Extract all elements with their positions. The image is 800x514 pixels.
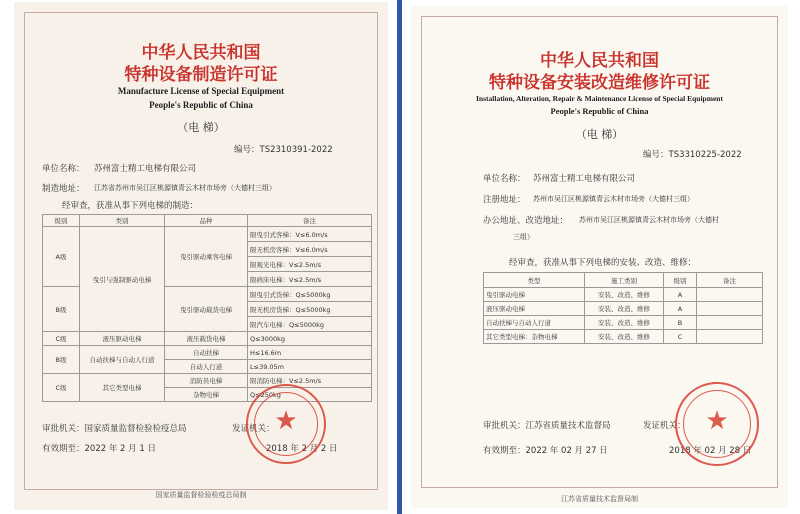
- table-cell: 限无机房客梯：V≤6.0m/s: [248, 242, 372, 257]
- certificate-footer: 江苏省质量技术监督局制: [561, 495, 638, 503]
- table-header: 施工类别: [585, 273, 664, 288]
- table-cell: 限汽车电梯：Q≤5000kg: [248, 317, 372, 332]
- table-cell: 液压驱动电梯: [484, 302, 585, 316]
- office-address-value: 苏州市吴江区桃源镇青云木材市场旁（大德村: [579, 216, 719, 224]
- installation-license-certificate: [411, 6, 788, 508]
- issue-date: 2018 年 02 月 28 日: [669, 446, 752, 456]
- certificate-license-title: 特种设备安装改造维修许可证: [489, 73, 710, 93]
- manufacture-license-certificate: [14, 2, 388, 510]
- table-cell: 其它类型电梯：杂物电梯: [484, 330, 585, 344]
- table-cell: 曳引与强制驱动电梯: [80, 227, 165, 332]
- table-cell: Q≤3000kg: [248, 332, 372, 346]
- unit-name-value: 苏州富士精工电梯有限公司: [94, 164, 197, 174]
- panel-divider: [397, 0, 402, 514]
- table-cell: A: [664, 302, 697, 316]
- certificate-category: （电 梯）: [177, 121, 225, 134]
- table-cell: 自动人行道: [165, 360, 248, 374]
- issuing-authority-label: 发证机关：: [643, 421, 686, 431]
- table-cell: 自动扶梯与自动人行道: [484, 316, 585, 330]
- table-cell: 杂物电梯: [165, 388, 248, 402]
- registered-address-value: 苏州市吴江区桃源镇青云木材市场旁（大德村三组）: [533, 195, 694, 203]
- table-cell: 安装、改造、维修: [585, 330, 664, 344]
- table-cell: 曳引驱动载货电梯: [165, 287, 248, 332]
- approval-authority: 审批机关：国家质量监督检验检疫总局: [42, 424, 187, 434]
- table-cell: [697, 288, 763, 302]
- table-cell: 限观光电梯：V≤2.5m/s: [248, 257, 372, 272]
- table-cell: A级: [43, 227, 80, 287]
- table-cell: 限曳引式货梯：Q≤5000kg: [248, 287, 372, 302]
- issue-date: 2018 年 2 月 2 日: [266, 444, 338, 454]
- registered-address-label: 注册地址：: [483, 195, 526, 205]
- table-cell: B: [664, 316, 697, 330]
- table-cell: C级: [43, 374, 80, 402]
- scope-statement: 经审查，获准从事下列电梯的安装、改造、维修：: [509, 258, 697, 268]
- certificate-license-title: 特种设备制造许可证: [124, 65, 278, 85]
- table-cell: 液压载货电梯: [165, 332, 248, 346]
- table-cell: 安装、改造、维修: [585, 302, 664, 316]
- issuing-authority-label: 发证机关：: [232, 424, 275, 434]
- office-address-label: 办公地址、改造地址：: [483, 216, 569, 226]
- table-header: 级别: [664, 273, 697, 288]
- office-address-value-continued: 三组）: [513, 233, 534, 241]
- manufacture-address-label: 制造地址：: [42, 184, 85, 194]
- installation-scope-table: [483, 272, 763, 344]
- valid-until: 有效期至：2022 年 02 月 27 日: [483, 446, 608, 456]
- table-cell: B级: [43, 346, 80, 374]
- table-cell: 限消防电梯：V≤2.5m/s: [248, 374, 372, 388]
- approval-authority: 审批机关：江苏省质量技术监督局: [483, 421, 611, 431]
- table-cell: 消防员电梯: [165, 374, 248, 388]
- table-header: 类别: [80, 215, 165, 227]
- table-cell: 其它类型电梯: [80, 374, 165, 402]
- manufacture-scope-table: [42, 214, 372, 402]
- table-header: 类型: [484, 273, 585, 288]
- table-cell: 安装、改造、维修: [585, 288, 664, 302]
- table-cell: 曳引驱动电梯: [484, 288, 585, 302]
- unit-name-label: 单位名称：: [42, 164, 85, 174]
- table-cell: C: [664, 330, 697, 344]
- valid-until: 有效期至：2022 年 2 月 1 日: [42, 444, 156, 454]
- manufacture-address-value: 江苏省苏州市吴江区桃源镇青云木材市场旁（大德村三组）: [94, 184, 276, 192]
- license-number: 编号：TS2310391-2022: [234, 145, 333, 155]
- table-cell: Q≤250kg: [248, 388, 372, 402]
- unit-name-value: 苏州富士精工电梯有限公司: [533, 174, 636, 184]
- certificate-english-title: Manufacture License of Special Equipment: [117, 86, 285, 96]
- table-header: 品种: [165, 215, 248, 227]
- table-cell: [697, 302, 763, 316]
- certificate-english-subtitle: People's Republic of China: [149, 100, 253, 110]
- official-seal-icon: ★: [246, 384, 326, 464]
- scope-statement: 经审查，获准从事下列电梯的制造：: [62, 201, 199, 211]
- unit-name-label: 单位名称：: [483, 174, 526, 184]
- table-cell: 限病床电梯：V≤2.5m/s: [248, 272, 372, 287]
- table-cell: H≤16.6m: [248, 346, 372, 360]
- table-cell: [697, 316, 763, 330]
- certificate-english-subtitle: People's Republic of China: [550, 106, 649, 116]
- table-cell: 安装、改造、维修: [585, 316, 664, 330]
- certificate-footer: 国家质量监督检验检疫总局制: [155, 491, 247, 499]
- table-cell: [697, 330, 763, 344]
- table-cell: L≤39.05m: [248, 360, 372, 374]
- table-header: 备注: [248, 215, 372, 227]
- certificate-country-title: 中华人民共和国: [540, 51, 659, 71]
- table-cell: C级: [43, 332, 80, 346]
- table-cell: 液压驱动电梯: [80, 332, 165, 346]
- table-cell: 曳引驱动乘客电梯: [165, 227, 248, 287]
- certificate-country-title: 中华人民共和国: [141, 43, 261, 63]
- table-cell: 自动扶梯与自动人行道: [80, 346, 165, 374]
- official-seal-icon: ★: [675, 382, 759, 466]
- table-cell: 限曳引式客梯：V≤6.0m/s: [248, 227, 372, 242]
- table-cell: 限无机房货梯：Q≤5000kg: [248, 302, 372, 317]
- table-cell: A: [664, 288, 697, 302]
- license-number: 编号：TS3310225-2022: [643, 150, 742, 160]
- certificate-english-title: Installation, Alteration, Repair & Maintenance License of Special Equipment: [476, 94, 723, 103]
- table-cell: 自动扶梯: [165, 346, 248, 360]
- table-header: 备注: [697, 273, 763, 288]
- table-cell: B级: [43, 287, 80, 332]
- table-header: 级别: [43, 215, 80, 227]
- certificate-category: （电 梯）: [575, 128, 624, 141]
